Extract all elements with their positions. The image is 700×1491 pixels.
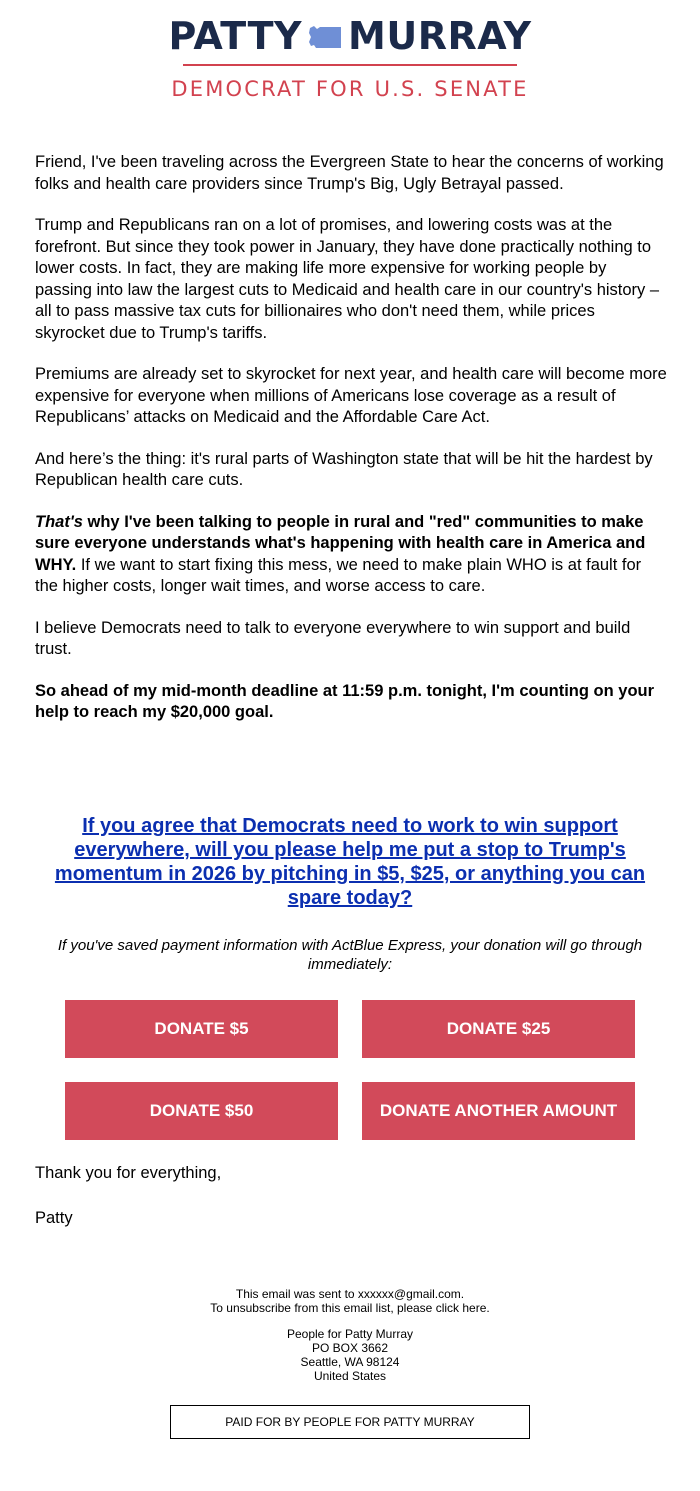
paragraph-5-rest: If we want to start fixing this mess, we need to make plain WHO is at fault for the higher costs, longer wait times, and worse access to care. xyxy=(35,555,642,595)
footer-po-box: PO BOX 3662 xyxy=(311,1341,389,1355)
donate-link[interactable]: If you agree that Democrats need to work to win support everywhere, will you please help me put a stop to Trump's momentum in 2026 by pitching in $5, $25, or anything you can spare today? xyxy=(54,815,646,909)
paragraph-3: Premiums are already set to skyrocket for next year, and health care will become more expensive for everyone when millions of Americans lose coverage as a result of Republicans’ attacks on Medicaid and the Affordable Care Act. xyxy=(35,365,667,426)
actblue-express-note: If you've saved payment information with ActBlue Express, your donation will go through immediately: xyxy=(57,937,643,973)
logo-name-last: MURRAY xyxy=(348,14,532,58)
footer-city: Seattle, WA 98124 xyxy=(300,1355,400,1369)
footer-sent-to: This email was sent to xxxxxx@gmail.com. xyxy=(235,1287,465,1301)
paragraph-4: And here’s the thing: it's rural parts of Washington state that will be hit the hardest by Republican health care cuts. xyxy=(35,449,653,489)
donate-other-amount-button[interactable]: DONATE ANOTHER AMOUNT xyxy=(362,1082,635,1140)
email-header xyxy=(0,0,700,110)
paid-for-disclaimer: PAID FOR BY PEOPLE FOR PATTY MURRAY xyxy=(170,1405,530,1439)
footer-country: United States xyxy=(313,1369,387,1383)
logo-wordmark xyxy=(0,14,700,58)
footer-org: People for Patty Murray xyxy=(286,1327,414,1341)
email-body xyxy=(35,152,667,744)
deadline-ask: So ahead of my mid-month deadline at 11:59 p.m. tonight, I'm counting on your help to reach my $20,000 goal. xyxy=(35,681,655,721)
paragraph-5-emphasis: That's xyxy=(35,512,83,531)
logo-name-first: PATTY xyxy=(168,14,303,58)
paragraph-1: Friend, I've been traveling across the Evergreen State to hear the concerns of working folks and health care providers since Trump's Big, Ugly Betrayal passed. xyxy=(35,153,664,193)
signature: Patty xyxy=(35,1209,73,1227)
unsubscribe-link[interactable]: To unsubscribe from this email list, please click here. xyxy=(210,1301,490,1315)
closing-thanks: Thank you for everything, xyxy=(35,1164,222,1182)
paragraph-5-bold: why I've been talking to people in rural and "red" communities to make sure everyone understands what's happening with health care in America and WHY. xyxy=(35,512,646,574)
washington-state-icon xyxy=(308,14,342,58)
donate-50-button[interactable]: DONATE $50 xyxy=(65,1082,338,1140)
paragraph-6: I believe Democrats need to talk to everyone everywhere to win support and build trust. xyxy=(35,618,631,658)
donate-25-button[interactable]: DONATE $25 xyxy=(362,1000,635,1058)
paragraph-5 xyxy=(35,512,667,598)
paragraph-2: Trump and Republicans ran on a lot of promises, and lowering costs was at the forefront. But since they took power in January, they have done practically nothing to lower costs. In fact, they are making life more expensive for working people by passing into law the largest cuts to Medicaid and health care in our country's history – all to pass massive tax cuts for billionaires who don't need them, while prices skyrocket due to Trump's tariffs. xyxy=(35,216,660,342)
donate-5-button[interactable]: DONATE $5 xyxy=(65,1000,338,1058)
logo-divider xyxy=(183,64,517,66)
paragraph-7 xyxy=(35,681,667,724)
logo-subtitle: DEMOCRAT FOR U.S. SENATE xyxy=(171,77,529,101)
donate-cta xyxy=(40,814,660,910)
